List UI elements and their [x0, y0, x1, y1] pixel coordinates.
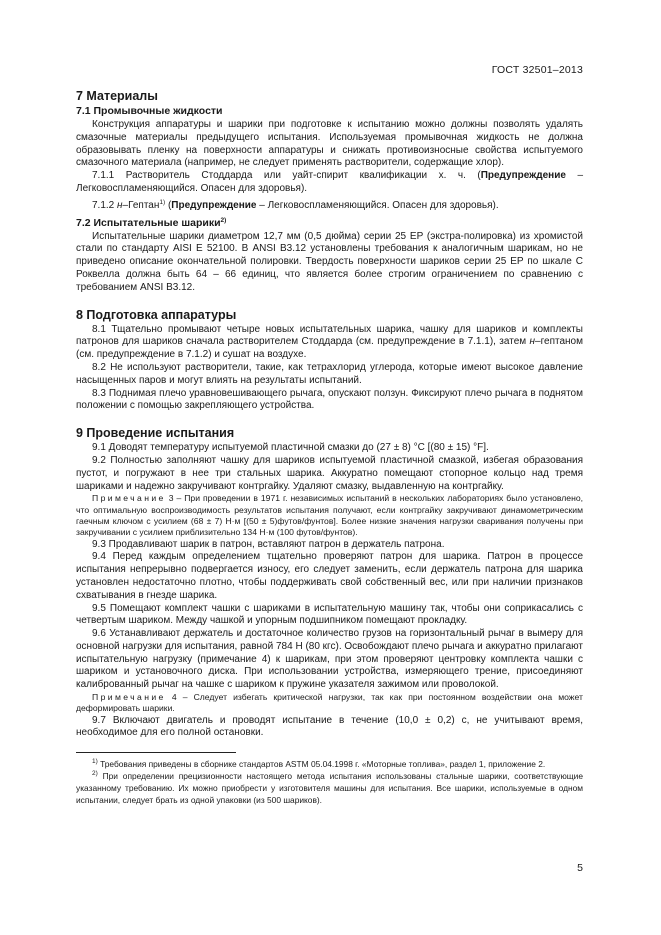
paragraph-9-1: 9.1 Доводят температуру испытуемой пластичной смазки до (27 ± 8) °С [(80 ± 15) °F]. [92, 442, 489, 454]
page-content [76, 89, 583, 806]
paragraph-8-2: 8.2 Не используют растворители, такие, как тетрахлорид углерода, которые имеют высокое давление насыщенных паров и могут влиять на результаты испытаний. [76, 361, 583, 386]
section-7-title: 7 Материалы [76, 89, 158, 103]
page-number: 5 [577, 862, 583, 874]
paragraph-9-3: 9.3 Продавливают шарик в патрон, вставляют патрон в держатель патрона. [92, 538, 445, 550]
footnote-divider [76, 752, 236, 753]
paragraph-9-4: 9.4 Перед каждым определением тщательно проверяют патрон для шарика. Патрон в процессе испытания непрерывно подвергается износу, его следует заменить, если держатель патрона для шарика установлен недостаточно плотно, чтобы поддерживать свой собственный вес, или при наличии признаков схватывания в гнезде шарика. [76, 551, 583, 601]
paragraph-7-1: Конструкция аппаратуры и шарики при подготовке к испытанию можно должны позволять удалять смазочные материалы предыдущего испытания. Используемая промывочная жидкость не должна образовывать пленку на поверхности аппаратуры и снижать противоизносные свойства испытуемого смазочного материала (например, не следует применять растворители, содержащие хлор). [76, 119, 583, 169]
paragraph-9-5: 9.5 Помещают комплект чашки с шариками в испытательную машину так, чтобы они соприкасались с четвертым шариком. Между чашкой и упорным подшипником помещают прокладку. [76, 602, 583, 627]
footnote-ref-2: 2) [220, 216, 227, 224]
paragraph-9-6: 9.6 Устанавливают держатель и достаточное количество грузов на горизонтальный рычаг в вымеру для основной нагрузки для испытания, равной 784 Н (80 кгс). Освобождают плечо рычага и аккуратно прилагают испытательную нагрузку (примечание 4) к шарикам, при этом проверяют центровку комплекта чашки с шариком и установочного диска. При использовании устройства, измеряющего трение, присоединяют калиброванный рычаг на чашке с шариком к пружине указателя зажимом или проволокой. [76, 628, 583, 691]
paragraph-7-1-2: 7.1.2 н–Гептан$^{1)}$ (Предупреждение – Легковоспламеняющийся. Опасен для здоровья). [92, 198, 499, 211]
footnote-ref-1: 1) [159, 198, 166, 206]
subsection-7-2-title: 7.2 Испытательные шарики$^{2)}$ [76, 216, 227, 229]
paragraph-9-7: 9.7 Включают двигатель и проводят испытание в течение (10,0 ± 0,2) с, не учитывают время, необходимое для его полной остановки. [76, 714, 583, 739]
paragraph-7-1-1: 7.1.1 Растворитель Стоддарда или уайт-спирит квалификации х. ч. (Предупреждение – Легковоспламеняющийся. Опасен для здоровья). [76, 170, 583, 194]
section-9-title: 9 Проведение испытания [76, 426, 235, 441]
note-3: Примечание 3 – При проведении в 1971 г. независимых испытаний в нескольких лабораториях было установлено, что оптимальную воспроизводимость результатов испытания получают, если контргайку закручивают динамометрическим гаечным ключом с усилием (68 ± 7) Н·м [(50 ± 5)футов/фунтов]. Более низкие значения нагрузки сваривания получены при закручивании с усилием приблизительно 134 Н·м (100 футов/фунтов). [76, 493, 583, 538]
subsection-7-1-title: 7.1 Промывочные жидкости [76, 105, 223, 117]
paragraph-8-3: 8.3 Поднимая плечо уравновешивающего рычага, опускают ползун. Фиксируют плечо рычага в поднятом положении с помощью закрепляющего устройства. [76, 387, 583, 412]
standard-header: ГОСТ 32501–2013 [491, 64, 583, 76]
section-8-title: 8 Подготовка аппаратуры [76, 307, 237, 322]
footnote-2: $^{2)}$ При определении прецизионности настоящего метода испытания использованы стальные шарики, соответствующие указанному требованию. Их можно приобрести у изготовителя машины для испытания. Все шарики, используемые в одном испытании, следует брать из одной упаковки (из 500 шариков). [76, 770, 583, 805]
paragraph-9-2: 9.2 Полностью заполняют чашку для шариков испытуемой пластичной смазкой, избегая образования пустот, и погружают в нее три стальных шарика. Аккуратно помещают стопорное кольцо над тремя шариками и надежно закручивают контргайку. Удаляют смазку, выдавленную на контргайку. [76, 454, 583, 492]
note-4: Примечание 4 – Следует избегать критической нагрузки, так как при постоянном воздействии она может деформировать шарики. [76, 692, 583, 714]
paragraph-8-1: 8.1 Тщательно промывают четыре новых испытательных шарика, чашку для шариков и комплекты патронов для шариков сначала растворителем Стоддарда (см. предупреждение в 7.1.1), затем н–гептаном (см. предупреждение в 7.1.2) и сушат на воздухе. [76, 323, 583, 361]
paragraph-7-2: Испытательные шарики диаметром 12,7 мм (0,5 дюйма) серии 25 EP (экстра-полировка) из хромистой стали по стандарту AISI E 52100. В ANSI B3.12 установлены требования к аналогичным шарикам, но не приведено описание окончательной полировки. Твердость поверхности шариков серии 25 EP по шкале С Роквелла должна быть 64 – 66 единиц, что является более строгим ограничением по сравнению с требованием ANSI B3.12. [76, 230, 583, 293]
footnote-1: $^{1)}$ Требования приведены в сборнике стандартов ASTM 05.04.1998 г. «Моторные топлива», раздел 1, приложение 2. [92, 758, 546, 770]
